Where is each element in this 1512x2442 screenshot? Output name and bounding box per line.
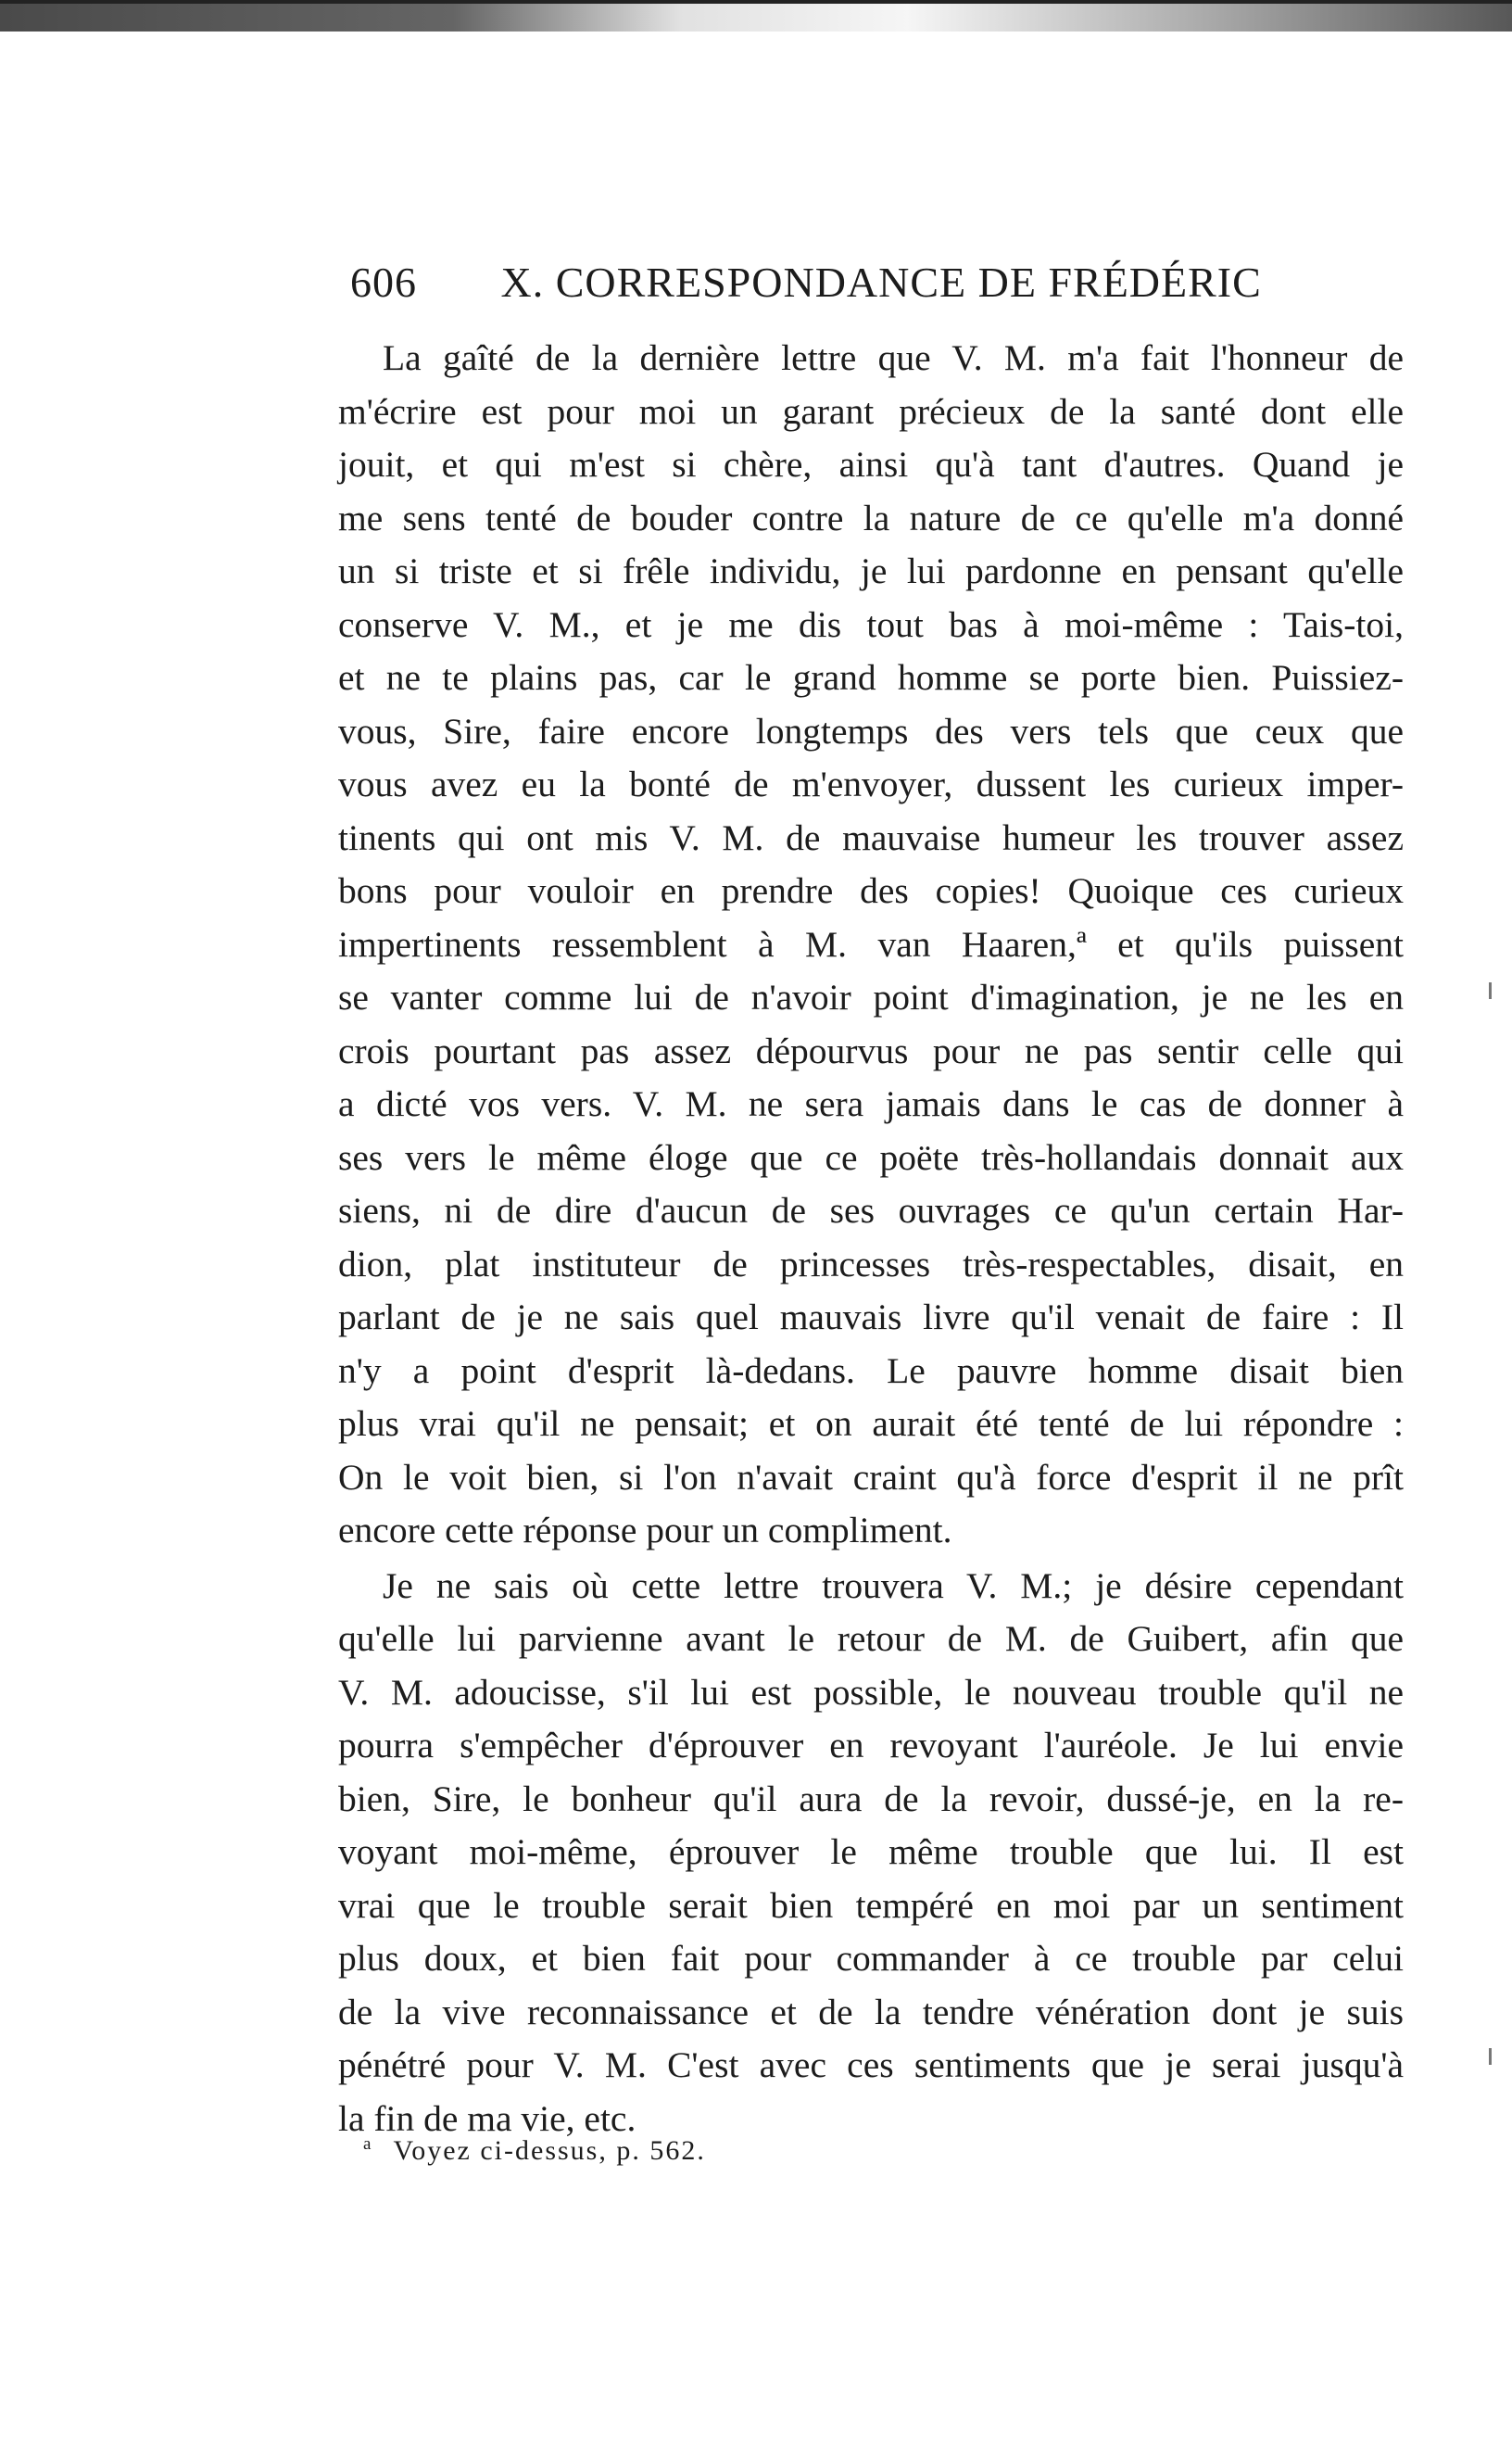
footnote	[363, 2134, 706, 2167]
page-number: 606	[350, 259, 417, 306]
text-line: vrai que le trouble serait bien tempéré en moi par un sentiment	[338, 1884, 1404, 1926]
text-line: pénétré pour V. M. C'est avec ces sentiments que je serai jusqu'à	[338, 2044, 1404, 2085]
text-line: encore cette réponse pour un compliment.	[338, 1510, 952, 1550]
text-line: qu'elle lui parvienne avant le retour de M. de Guibert, afin que	[338, 1618, 1404, 1659]
text-line: crois pourtant pas assez dépourvus pour ne pas sentir celle qui	[338, 1030, 1404, 1071]
text-line: siens, ni de dire d'aucun de ses ouvrages ce qu'un certain Har-	[338, 1190, 1404, 1231]
text-line: Je ne sais où cette lettre trouvera V. M.; je désire cependant	[383, 1564, 1404, 1606]
scan-speck	[1489, 2048, 1492, 2065]
footnote-mark: a	[363, 2134, 373, 2154]
footnote-text: Voyez ci-dessus, p. 562.	[393, 2135, 706, 2166]
text-line: V. M. adoucisse, s'il lui est possible, le nouveau trouble qu'il ne	[338, 1671, 1404, 1713]
text-line: ses vers le même éloge que ce poëte très-hollandais donnait aux	[338, 1136, 1404, 1178]
letter-body	[338, 332, 1404, 2145]
text-line: plus doux, et bien fait pour commander à ce trouble par celui	[338, 1938, 1404, 1979]
text-line: tinents qui ont mis V. M. de mauvaise humeur les trouver assez	[338, 816, 1404, 858]
text-line: me sens tenté de bouder contre la nature de ce qu'elle m'a donné	[338, 497, 1404, 538]
paragraph-2	[338, 1560, 1404, 2146]
chapter-title: X. CORRESPONDANCE DE FRÉDÉRIC	[500, 259, 1262, 306]
scan-edge-line	[0, 0, 1512, 4]
text-line: n'y a point d'esprit là-dedans. Le pauvre homme disait bien	[338, 1349, 1404, 1391]
text-line: jouit, et qui m'est si chère, ainsi qu'à tant d'autres. Quand je	[338, 444, 1404, 485]
text-line: pourra s'empêcher d'éprouver en revoyant l'auréole. Je lui envie	[338, 1725, 1404, 1765]
text-line: bien, Sire, le bonheur qu'il aura de la revoir, dussé-je, en la re-	[338, 1778, 1404, 1819]
text-line: vous avez eu la bonté de m'envoyer, dussent les curieux imper-	[338, 764, 1404, 804]
text-line: La gaîté de la dernière lettre que V. M. m'a fait l'honneur de	[383, 337, 1404, 378]
scan-border-top	[0, 0, 1512, 32]
text-line: parlant de je ne sais quel mauvais livre qu'il venait de faire : Il	[338, 1297, 1404, 1337]
text-line: de la vive reconnaissance et de la tendre vénération dont je suis	[338, 1991, 1404, 2032]
text-line: un si triste et si frêle individu, je lui pardonne en pensant qu'elle	[338, 550, 1404, 591]
text-line: et ne te plains pas, car le grand homme se porte bien. Puissiez-	[338, 657, 1404, 698]
text-line: plus vrai qu'il ne pensait; et on aurait été tenté de lui répondre :	[338, 1403, 1404, 1444]
scan-speck	[1489, 982, 1492, 999]
running-head	[350, 258, 1425, 313]
text-line: On le voit bien, si l'on n'avait craint qu'à force d'esprit il ne prît	[338, 1456, 1404, 1498]
text-line: se vanter comme lui de n'avoir point d'imagination, je ne les en	[338, 977, 1404, 1018]
text-line: dion, plat instituteur de princesses très-respectables, disait, en	[338, 1243, 1404, 1284]
text-line: conserve V. M., et je me dis tout bas à moi-même : Tais-toi,	[338, 603, 1404, 645]
text-line: impertinents ressemblent à M. van Haaren,ª et qu'ils puissent	[338, 923, 1404, 965]
text-line: vous, Sire, faire encore longtemps des vers tels que ceux que	[338, 710, 1404, 752]
text-line: la fin de ma vie, etc.	[338, 2097, 636, 2139]
text-line: bons pour vouloir en prendre des copies! Quoique ces curieux	[338, 870, 1404, 911]
text-line: voyant moi-même, éprouver le même trouble que lui. Il est	[338, 1831, 1404, 1872]
paragraph-1	[338, 332, 1404, 1558]
text-line: m'écrire est pour moi un garant précieux de la santé dont elle	[338, 390, 1404, 432]
text-line: a dicté vos vers. V. M. ne sera jamais dans le cas de donner à	[338, 1083, 1404, 1124]
